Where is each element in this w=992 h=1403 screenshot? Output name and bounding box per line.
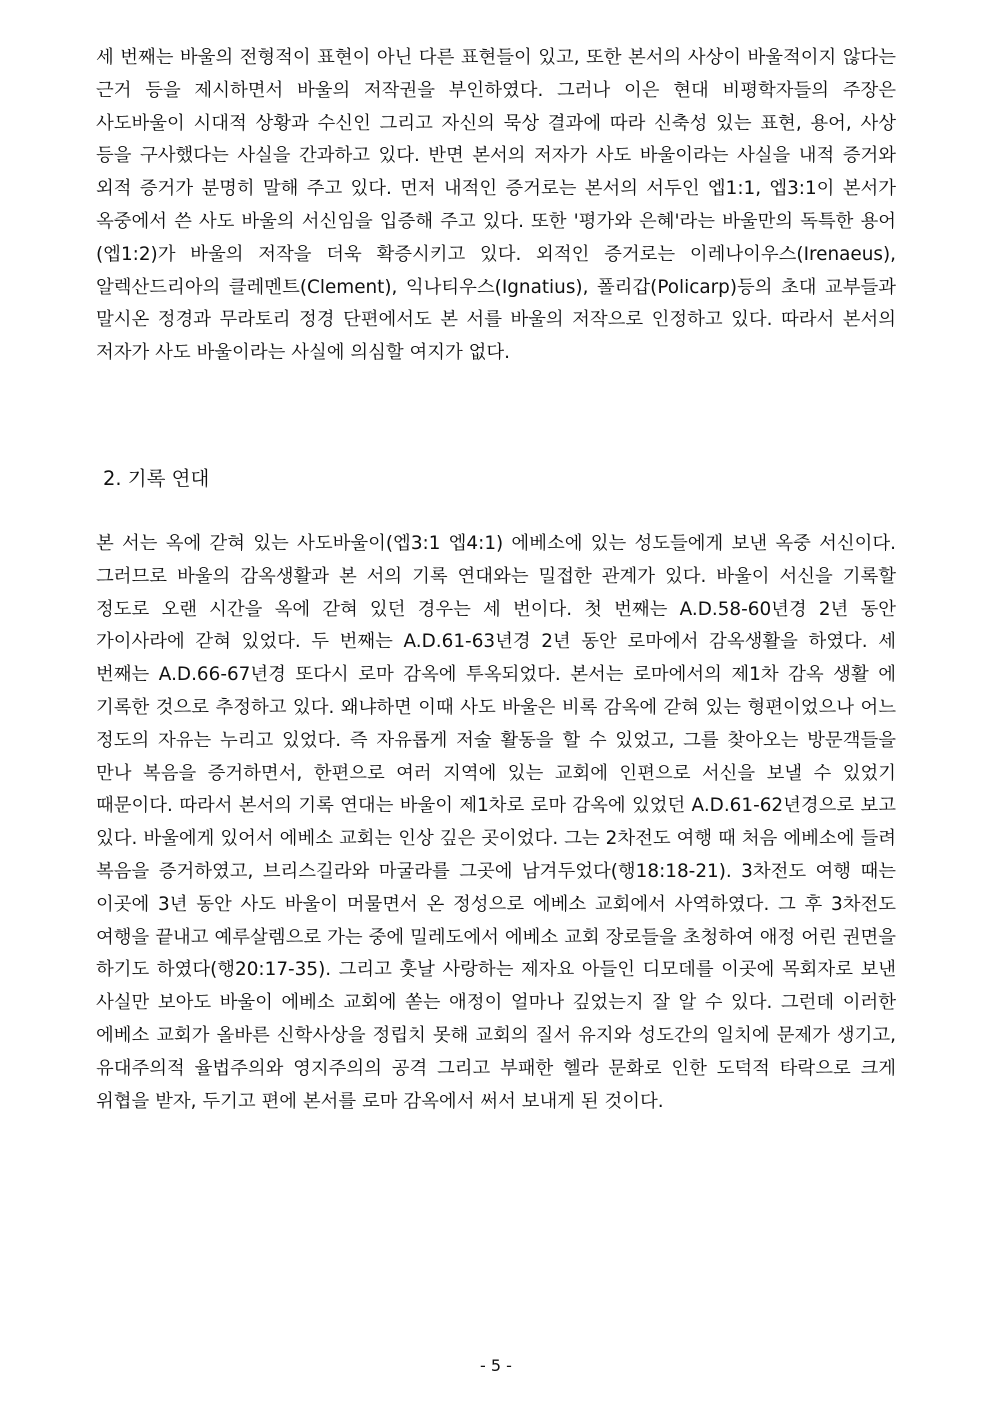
section-heading: 2. 기록 연대 (103, 467, 210, 490)
page-number: - 5 - (480, 1356, 512, 1375)
body-paragraph-date: 본 서는 옥에 갇혀 있는 사도바울이(엡3:1 엡4:1) 에베소에 있는 성도들에게 보낸 옥중 서신이다. 그러므로 바울의 감옥생활과 본 서의 기록 연대와는 밀접한 관계가 있다. 바울이 서신을 기록할 정도로 오랜 시간을 옥에 갇혀 있던 경우는 세 번이다. 첫 번째는 A.D.58-60년경 2년 동안 가이사라에 갇혀 있었다. 두 번째는 A.D.61-63년경 2년 동안 로마에서 감옥생활을 하였다. 세 번째는 A.D.66-67년경 또다시 로마 감옥에 투옥되었다. 본서는 로마에서의 제1차 감옥 생활 에 기록한 것으로 추정하고 있다. 왜냐하면 이때 사도 바울은 비록 감옥에 갇혀 있는 형편이었으나 어느 정도의 자유는 누리고 있었다. 즉 자유롭게 저술 활동을 할 수 있었고, 그를 찾아오는 방문객들을 만나 복음을 증거하면서, 한편으로 여러 지역에 있는 교회에 인편으로 서신을 보낼 수 있었기 때문이다. 따라서 본서의 기록 연대는 바울이 제1차로 로마 감옥에 있었던 A.D.61-62년경으로 보고 있다. 바울에게 있어서 에베소 교회는 인상 깊은 곳이었다. 그는 2차전도 여행 때 처음 에베소에 들려 복음을 증거하였고, 브리스길라와 마굴라를 그곳에 남겨두었다(행18:18-21). 3차전도 여행 때는 이곳에 3년 동안 사도 바울이 머물면서 온 정성으로 에베소 교회에서 사역하였다. 그 후 3차전도 여행을 끝내고 예루살렘으로 가는 중에 밀레도에서 에베소 교회 장로들을 초청하여 애정 어린 권면을 하기도 하였다(행20:17-35). 그리고 훗날 사랑하는 제자요 아들인 디모데를 이곳에 목회자로 보낸 사실만 보아도 바울이 에베소 교회에 쏟는 애정이 얼마나 깊었는지 잘 알 수 있다. 그런데 이러한 에베소 교회가 올바른 신학사상을 정립치 못해 교회의 질서 유지와 성도간의 일치에 문제가 생기고, 유대주의적 율법주의와 영지주의의 공격 그리고 부패한 헬라 문화로 인한 도덕적 타락으로 크게 위협을 받자, 두기고 편에 본서를 로마 감옥에서 써서 보내게 된 것이다. (96, 533, 896, 1112)
body-paragraph-authorship: 세 번째는 바울의 전형적이 표현이 아닌 다른 표현들이 있고, 또한 본서의 사상이 바울적이지 않다는 근거 등을 제시하면서 바울의 저작권을 부인하였다. 그러나 이은 현대 비평학자들의 주장은 사도바울이 시대적 상황과 수신인 그리고 자신의 묵상 결과에 따라 신축성 있는 표현, 용어, 사상 등을 구사했다는 사실을 간과하고 있다. 반면 본서의 저자가 사도 바울이라는 사실을 내적 증거와 외적 증거가 분명히 말해 주고 있다. 먼저 내적인 증거로는 본서의 서두인 엡1:1, 엡3:1이 본서가 옥중에서 쓴 사도 바울의 서신임을 입증해 주고 있다. 또한 '평가와 은혜'라는 바울만의 독특한 용어(엡1:2)가 바울의 저작을 더욱 확증시키고 있다. 외적인 증거로는 이레나이우스(Irenaeus), 알렉산드리아의 클레멘트(Clement), 익나티우스(Ignatius), 폴리갑(Policarp)등의 초대 교부들과 말시온 정경과 무라토리 정경 단편에서도 본 서를 바울의 저작으로 인정하고 있다. 따라서 본서의 저자가 사도 바울이라는 사실에 의심할 여지가 없다. (96, 47, 896, 364)
